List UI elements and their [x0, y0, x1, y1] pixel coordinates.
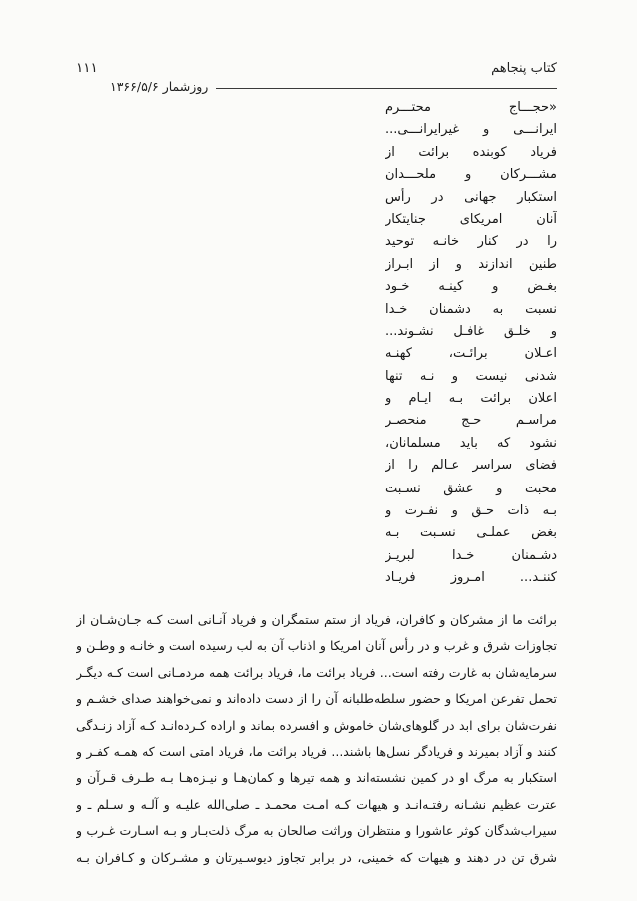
quote-line: اعـلان برائـت، کهنـه: [385, 346, 557, 362]
dateline: [110, 79, 557, 94]
body-line: تحمل تفرعن امریکا و حضور سلطه‌طلبانه آن را از دست داده‌اند و نمی‌خواهند صدای خشـم و: [76, 691, 557, 707]
body-paragraph: [76, 607, 557, 871]
quote-line: استکبار جهانی در رأس: [385, 189, 557, 205]
quote-line: بغض عملـی نسـبت بـه: [385, 525, 557, 541]
quote-line: محبت و عشق نسـبت: [385, 480, 557, 496]
quote-column: [385, 97, 557, 590]
body-line: سیراب‌شدگان کوثر عاشورا و منتظران وراثت صالحان به مرگ ذلت‌بـار و بـه اسـارت غـرب و: [76, 823, 557, 839]
body-line: استکبار به مرگ او در کمین نشسته‌اند و همه تیرها و کمان‌هـا و نیـزه‌هـا بـه طـرف قـرآن و: [76, 770, 557, 786]
page-header: [76, 60, 557, 76]
quote-line: مشـــرکان و ملحـــدان: [385, 167, 557, 183]
body-line: نفرت‌شان برای ابد در گلوهای‌شان خاموش و افسرده بماند و اراده کـرده‌انـد کـه آزاد زنـدگی: [76, 717, 557, 733]
quote-line: آنان امریکای جنایتکار: [385, 211, 557, 227]
quote-line: بغـض و کینـه خـود: [385, 279, 557, 295]
quote-line: شدنی نیست و نـه تنها: [385, 368, 557, 384]
body-line: شرق تن در دهند و هیهات که خمینی، در برابر تجاوز دیوسـیرتان و مشـرکان و کـافران بـه: [76, 849, 557, 865]
quote-line: را در کنار خانـه توحید: [385, 234, 557, 250]
quote-line: بـه ذات حـق و نفـرت و: [385, 503, 557, 519]
book-title: كتاب پنجاهم: [491, 61, 557, 76]
quote-line: طنین اندازند و از ابـراز: [385, 256, 557, 272]
body-line: کنند و آزاد بمیرند و فریادگر نسل‌ها باشند... فریاد برائت ما، فریاد امتی است که همـه کفـر و: [76, 743, 557, 759]
quote-line: مراسـم حـج منحصـر: [385, 413, 557, 429]
quote-line: دشـمنان خـدا لبریـز: [385, 547, 557, 563]
page-number: ۱۱۱: [76, 60, 98, 76]
quote-line: کننـد... امـروز فریـاد: [385, 570, 557, 586]
quote-line: نسبت به دشمنان خـدا: [385, 301, 557, 317]
quote-line: ایرانـــی و غیرایرانـــی...: [385, 122, 557, 138]
quote-line: «حجـــاج محتـــرم: [385, 100, 557, 115]
dateline-date: روزشمار ۱۳۶۶/۵/۶: [110, 79, 209, 94]
quote-line: فریاد کوبنده برائت از: [385, 144, 557, 160]
quote-line: اعلان برائت بـه ایـام و: [385, 391, 557, 407]
body-line: عترت عظیم نشـانه رفتـه‌انـد و هیهات کـه امـت محمـد ـ صلی‌الله علیـه و آلـه و سـلم ـ و: [76, 796, 557, 812]
quote-line: نشود که باید مسلمانان،: [385, 435, 557, 451]
quote-line: فضای سراسر عـالم را از: [385, 458, 557, 474]
body-line: برائت ما از مشرکان و کافران، فریاد از ستم ستمگران و فریاد آنـانی است کـه جـان‌شـان از: [76, 612, 557, 627]
dateline-rule: [216, 88, 557, 89]
body-line: تجاوزات شرق و غرب و در رأس آنان امریکا و اذناب آن به لب رسیده است و خانـه و وطـن و: [76, 638, 557, 654]
quote-line: و خلـق غافـل نشـوند...: [385, 323, 557, 339]
body-line: سرمایه‌شان به غارت رفته است... فریاد برائت ما، فریاد برائت همه مردمـانی است کـه دیگـر: [76, 664, 557, 680]
